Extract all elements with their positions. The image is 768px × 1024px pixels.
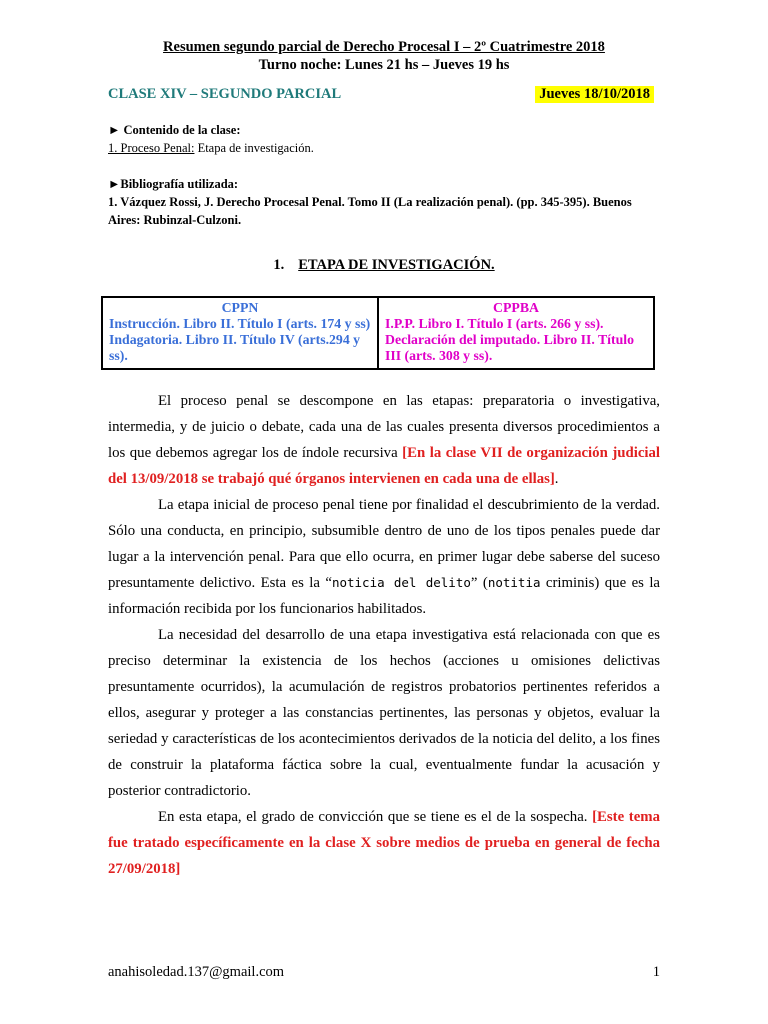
cppba-line1: I.P.P. Libro I. Título I (arts. 266 y ss). — [385, 316, 604, 331]
contenido-item-text: Etapa de investigación. — [194, 141, 314, 155]
section-heading — [108, 257, 660, 274]
cppn-cell — [102, 297, 378, 369]
page-footer — [108, 964, 660, 981]
p2-c: criminis) que es la información recibida por los funcionarios habilitados. — [108, 575, 660, 617]
bibliografia-section — [108, 175, 660, 229]
header-title: Resumen segundo parcial de Derecho Procesal I – 2º Cuatrimestre 2018 — [163, 39, 605, 55]
p2-a: La etapa inicial de proceso penal tiene por finalidad el descubrimiento de la verdad. Sólo una conducta, en principio, subsumible dentro de uno de los tipos penales puede dar lugar a la intervención penal. Para que ello ocurra, en primer lugar debe saberse del suceso presuntamente delictivo. Esta es la “ — [108, 497, 660, 591]
p1-end: . — [554, 471, 559, 487]
code-comparison-table — [101, 296, 655, 370]
p2-mono2: notitia — [487, 575, 541, 590]
section-number: 1. — [273, 257, 285, 273]
header-subtitle: Turno noche: Lunes 21 hs – Jueves 19 hs — [258, 57, 510, 73]
class-row — [108, 86, 660, 103]
cppba-line2: Declaración del imputado. Libro II. Título III (arts. 308 y ss). — [385, 332, 635, 363]
bibliografia-item: 1. Vázquez Rossi, J. Derecho Procesal Penal. Tomo II (La realización penal). (pp. 345-395). Buenos Aires: Rubinzal-Culzoni. — [108, 195, 632, 227]
p1-text: El proceso penal se descompone en las etapas: preparatoria o investigativa, intermedia, y de juicio o debate, cada una de las cuales presenta diversos procedimientos a los que debemos agregar los de índole recursiva — [108, 393, 660, 461]
cppn-line1: Instrucción. Libro II. Título I (arts. 174 y ss) — [109, 316, 371, 331]
paragraph-2 — [108, 492, 660, 622]
contenido-item — [108, 139, 660, 157]
paragraph-4 — [108, 804, 660, 882]
paragraph-1 — [108, 388, 660, 492]
contenido-label: ► Contenido de la clase: — [108, 123, 241, 137]
document-page — [108, 38, 660, 882]
body-text — [108, 388, 660, 882]
bibliografia-label: ►Bibliografía utilizada: — [108, 177, 239, 191]
class-title: CLASE XIV – SEGUNDO PARCIAL — [108, 86, 342, 102]
paragraph-3: La necesidad del desarrollo de una etapa investigativa está relacionada con que es preciso determinar la existencia de los hechos (acciones u omisiones delictivas presuntamente ocurridos), la acumulación de registros probatorios pertinentes referidos a ellos, asegurar y proteger a las constancias pertinentes, las personas y objetos, evaluar la seriedad y características de los acontecimientos derivados de la noticia del delito, a los fines de construir la plataforma fáctica sobre la cual, eventualmente fundar la acusación y posterior contradictorio. — [108, 627, 660, 799]
contenido-item-link[interactable]: 1. Proceso Penal: — [108, 141, 195, 155]
p2-b: ” ( — [470, 575, 488, 591]
page-number: 1 — [652, 964, 660, 980]
cppn-line2: Indagatoria. Libro II. Título IV (arts.294 y ss). — [109, 332, 361, 363]
cppba-head: CPPBA — [493, 300, 539, 315]
p4-text: En esta etapa, el grado de convicción que se tiene es el de la sospecha. — [158, 809, 593, 825]
document-header — [108, 38, 660, 74]
p1-note: [En la clase VII de organización judicial del 13/09/2018 se trabajó qué órganos intervienen en cada una de ellas] — [108, 445, 661, 487]
section-title: ETAPA DE INVESTIGACIÓN. — [298, 257, 495, 273]
footer-email: anahisoledad.137@gmail.com — [108, 964, 285, 980]
p2-mono1: noticia del delito — [331, 575, 471, 590]
class-date: Jueves 18/10/2018 — [535, 86, 654, 103]
contenido-section — [108, 121, 660, 157]
p4-note: [Este tema fue tratado específicamente en la clase X sobre medios de prueba en general de fecha 27/09/2018] — [108, 809, 660, 877]
cppn-head: CPPN — [221, 300, 259, 315]
cppba-cell — [378, 297, 654, 369]
